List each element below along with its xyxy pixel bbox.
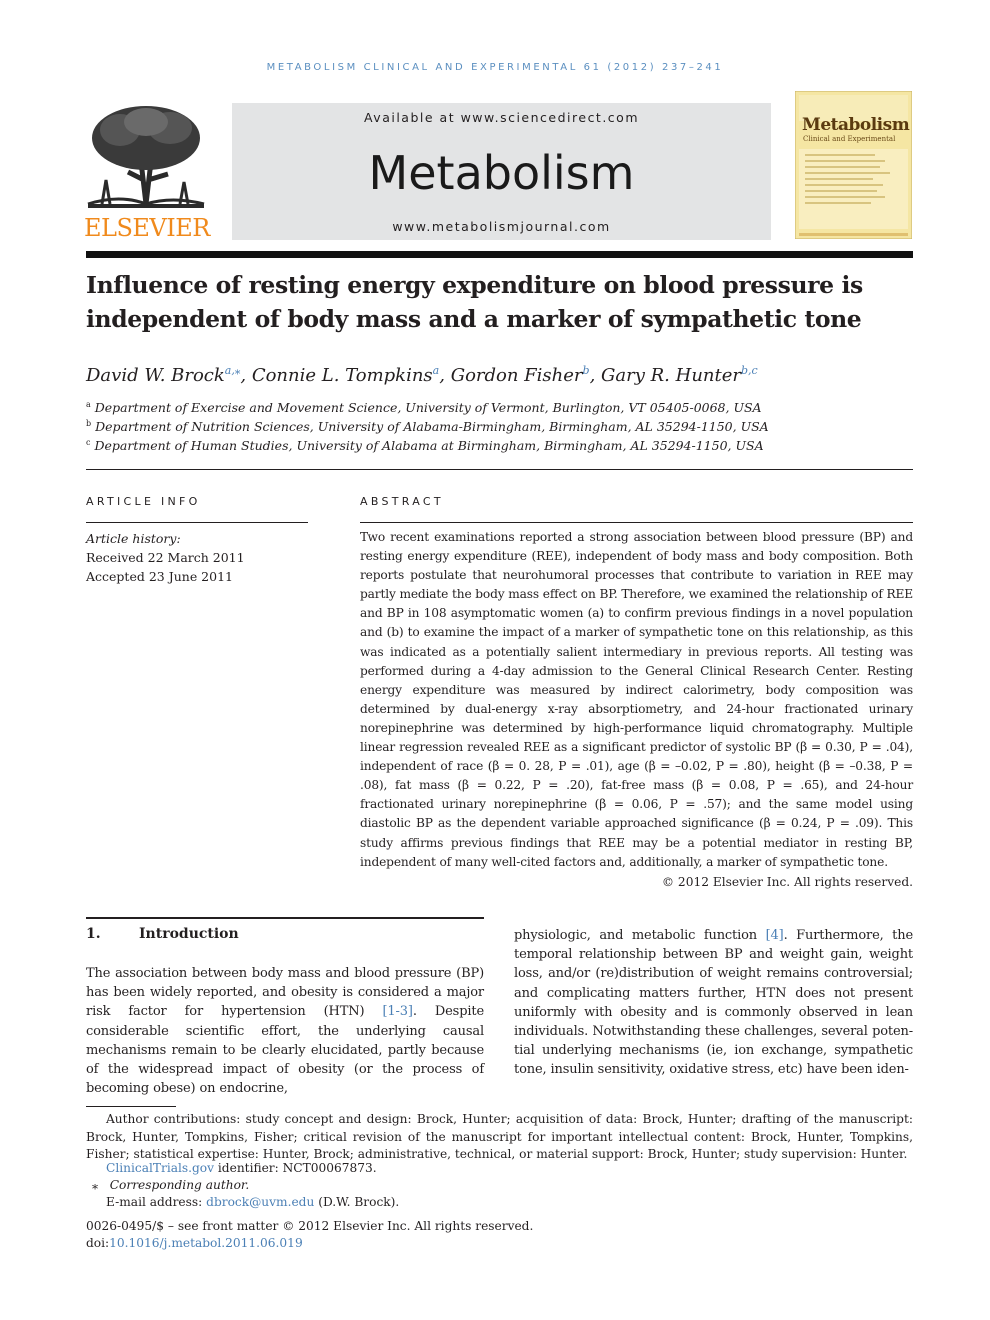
affiliation [86, 400, 913, 415]
publisher-logo-wordmark: ELSEVIER [84, 214, 210, 242]
trial-registration-note [106, 1160, 906, 1178]
trial-identifier: identifier: NCT00067873. [214, 1161, 377, 1175]
divider [86, 522, 308, 523]
journal-name: Metabolism [368, 146, 635, 200]
abstract-body: Two recent examinations reported a strong association between blood pressure (BP) and resting energy expenditure (REE), independent of body mass and body composition. Both reports postulate that neurohumoral processes that contribute to variation in REE may partly mediate the body mass effect on BP. Therefore, we examined the relationship of REE and BP in 108 asymptomatic women (a) to confirm previous findings in a novel population and (b) to examine the impact of a marker of sympathetic tone on this relationship, as this was indicated as a potentially salient intermediary in previous reports. All testing was performed during a 4-day admission to the General Clinical Research Center. Resting energy expenditure was measured by indirect calorimetry, body composition was determined by dual-energy x-ray absorptiometry, and 24-hour fractionated urinary norepinephrine was determined by high-performance liquid chromatography. Multiple linear regression revealed REE as a significant predictor of systolic BP (β = 0.30, P = .04), independent of race (β = 0. 28, P = .01), age (β = –0.02, P = .80), height (β = –0.38, P = .08), fat mass (β = 0.22, P = .20), fat-free mass (β = 0.08, P = .65), and 24-hour fractionated urinary norepinephrine (β = 0.06, P = .57); and the same model using diastolic BP as the dependent variable approached significance (β = 0.24, P = .09). This study affirms previous findings that REE may be a potential mediator in resting BP, independent of many well-cited factors and, additionally, a marker of sympathetic tone. [360, 530, 913, 869]
affiliation-text: Department of Nutrition Sciences, University of Alabama-Birmingham, Birmingham, AL 35294-1150, USA [95, 419, 769, 435]
author-affiliation-mark[interactable]: b,c [741, 364, 758, 377]
clinicaltrials-link[interactable]: ClinicalTrials.gov [106, 1161, 215, 1175]
doi-label: doi: [86, 1236, 110, 1250]
citation-link[interactable]: [4] [765, 928, 784, 943]
journal-cover-thumbnail [795, 91, 912, 239]
email-link[interactable]: dbrock@uvm.edu [206, 1195, 315, 1209]
journal-url: www.metabolismjournal.com [392, 219, 611, 234]
corresponding-label: Corresponding author. [109, 1178, 250, 1192]
cover-title: Metabolism [802, 115, 910, 135]
cover-subtitle: Clinical and Experimental [803, 135, 896, 143]
article-info-heading: ARTICLE INFO [86, 495, 201, 508]
section-number: 1. [86, 926, 101, 942]
citation-link[interactable]: [1-3] [382, 1004, 413, 1020]
header-rule [86, 251, 913, 258]
article-title-line: Influence of resting energy expenditure on blood pressure is [86, 271, 863, 299]
article-title-line: independent of body mass and a marker of sympathetic tone [86, 305, 862, 333]
abstract-heading: ABSTRACT [360, 495, 444, 508]
intro-left-column [86, 964, 484, 1098]
body-text: . Furthermore, the temporal relationship between BP and weight gain, weight loss, and/or (re)distribution of weight remains controversial; and complicating matters further, HTN does not present uniformly with obesity and is commonly observed in lean individuals. Notwithstanding these challenges, several poten-tial underlying mechanisms (ie, ion exchange, sympathetic tone, insulin sensitivity, oxidative stress, etc) have been iden- [514, 928, 913, 1078]
body-text: physiologic, and metabolic function [514, 928, 766, 943]
article-title [86, 268, 913, 336]
availability-text: Available at www.sciencedirect.com [363, 110, 640, 125]
intro-right-column [514, 926, 913, 1080]
corresponding-mark: ⁎ [92, 1178, 99, 1192]
affiliation-label: c [86, 438, 91, 447]
body-text: The association between body mass and blood pressure (BP) has been widely reported, and obesity is considered a major risk factor for hypertension (HTN) [86, 966, 484, 1020]
footnote-rule [86, 1106, 176, 1107]
author-name[interactable]: David W. Brock [86, 365, 225, 386]
abstract-copyright: © 2012 Elsevier Inc. All rights reserved. [661, 875, 913, 889]
author-name[interactable]: Gary R. Hunter [601, 365, 741, 386]
body-text: . Despite considerable scientific effort, the underlying causal mechanisms remain to be clearly elucidated, partly because of the widespread impact of obesity (or the process of becoming obese) on endocrine, [86, 1004, 484, 1097]
section-rule [86, 917, 484, 919]
email-note [106, 1194, 906, 1212]
section-heading: Introduction [139, 926, 239, 942]
doi-link[interactable]: 10.1016/j.metabol.2011.06.019 [109, 1236, 303, 1250]
front-matter-line: 0026-0495/$ – see front matter © 2012 Elsevier Inc. All rights reserved. [86, 1219, 534, 1233]
author-name[interactable]: Gordon Fisher [450, 365, 583, 386]
affiliation [86, 419, 913, 434]
divider [360, 522, 913, 523]
received-date: Received 22 March 2011 [86, 550, 245, 565]
corresponding-author-note [92, 1177, 892, 1195]
affiliation [86, 438, 913, 453]
divider [86, 469, 913, 470]
affiliation-label: b [86, 419, 92, 428]
author-affiliation-mark[interactable]: a [432, 364, 440, 377]
affiliation-label: a [86, 400, 91, 409]
email-label: E-mail address: [106, 1195, 207, 1209]
doi-line [86, 1235, 913, 1253]
accepted-date: Accepted 23 June 2011 [86, 569, 233, 584]
journal-citation-line: METABOLISM CLINICAL AND EXPERIMENTAL 61 (2012) 237–241 [266, 62, 724, 73]
author-affiliation-mark[interactable]: a,⁎ [224, 364, 241, 377]
email-owner: (D.W. Brock). [314, 1195, 400, 1209]
article-history-label: Article history: [86, 531, 181, 546]
affiliation-text: Department of Exercise and Movement Science, University of Vermont, Burlington, VT 05405-0068, USA [94, 400, 762, 416]
affiliation-text: Department of Human Studies, University of Alabama at Birmingham, Birmingham, AL 35294-1150, USA [94, 438, 764, 454]
author-affiliation-mark[interactable]: b [582, 364, 590, 377]
author-contributions-note: Author contributions: study concept and design: Brock, Hunter; acquisition of data: Brock, Hunter; drafting of the manuscript: Brock, Hunter, Tompkins, Fisher; critical revision of the manuscript for important intellectual content: Brock, Hunter, Tompkins, Fisher; statistical expertise: Hunter, Brock; administrative, technical, or material support: Brock, Hunter; study supervision: Hunter. [86, 1112, 913, 1161]
author-list: David W. Brock$^{a,⁎}$, Connie L. Tompkins$^a$, Gordon Fisher$^b$, Gary R. Hunter$^{b,c}$ [86, 364, 758, 386]
author-name[interactable]: Connie L. Tompkins [251, 365, 433, 386]
